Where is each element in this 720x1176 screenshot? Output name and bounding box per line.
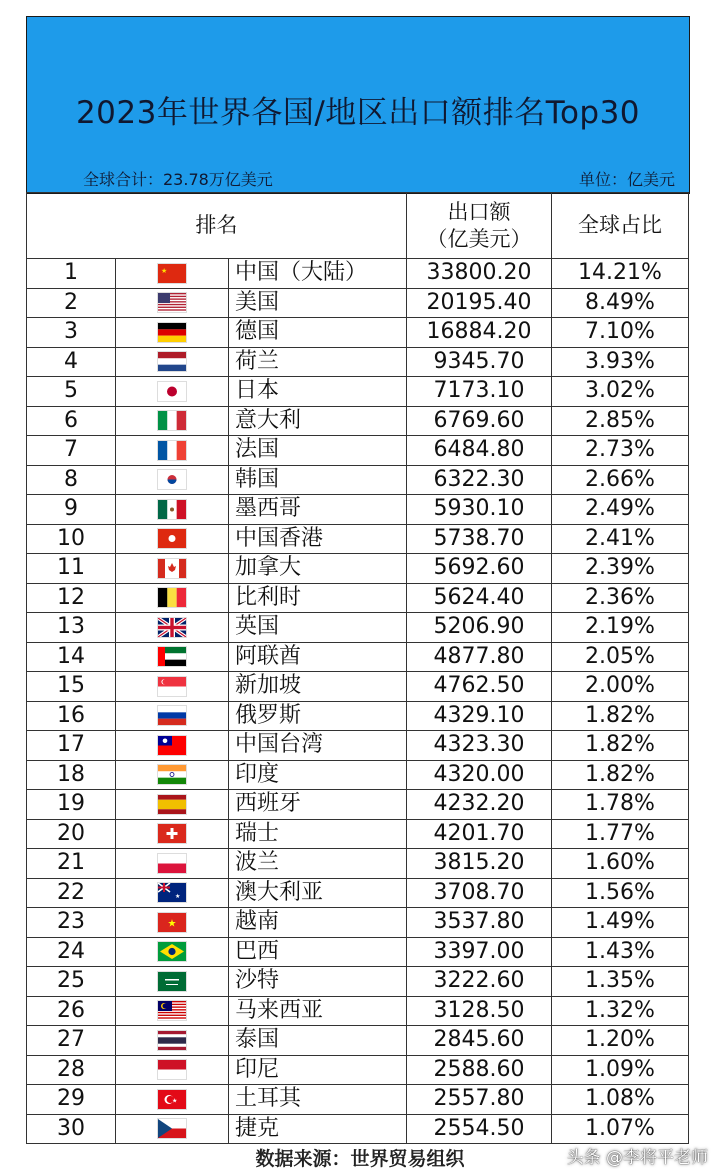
country-name: 澳大利亚	[235, 879, 324, 905]
country-name-cell	[229, 908, 407, 938]
country-name-cell	[229, 259, 407, 289]
export-value-cell: 4320.00	[407, 760, 552, 790]
share-value-cell: 2.19%	[552, 613, 689, 643]
country-name-cell	[229, 1055, 407, 1085]
rank-cell: 21	[27, 849, 116, 879]
table-row	[27, 583, 689, 613]
thailand-flag-icon	[157, 1030, 187, 1051]
flag-cell	[116, 1085, 229, 1115]
flag-cell	[116, 1114, 229, 1144]
country-name-cell	[229, 613, 407, 643]
rank-cell: 18	[27, 760, 116, 790]
saudi-arabia-flag-icon	[157, 971, 187, 992]
country-name-cell	[229, 996, 407, 1026]
export-value-cell: 5206.90	[407, 613, 552, 643]
country-name: 中国台湾	[235, 732, 324, 758]
share-value-cell: 2.39%	[552, 554, 689, 584]
country-name-cell	[229, 406, 407, 436]
uk-flag-icon	[157, 617, 187, 638]
switzerland-flag-icon	[157, 823, 187, 844]
export-value-cell: 6484.80	[407, 436, 552, 466]
table-row	[27, 436, 689, 466]
country-name-cell	[229, 790, 407, 820]
country-name: 马来西亚	[235, 997, 324, 1023]
flag-cell	[116, 642, 229, 672]
rank-cell: 26	[27, 996, 116, 1026]
japan-flag-icon	[157, 381, 187, 402]
rank-cell: 28	[27, 1055, 116, 1085]
share-value-cell: 3.93%	[552, 347, 689, 377]
rank-cell: 9	[27, 495, 116, 525]
flag-cell	[116, 406, 229, 436]
table-row	[27, 790, 689, 820]
indonesia-flag-icon	[157, 1059, 187, 1080]
flag-cell	[116, 908, 229, 938]
global-total-label: 全球合计：23.78万亿美元	[83, 170, 273, 189]
country-name-cell	[229, 436, 407, 466]
share-value-cell: 2.85%	[552, 406, 689, 436]
rank-cell: 23	[27, 908, 116, 938]
export-value-cell: 3222.60	[407, 967, 552, 997]
table-row	[27, 908, 689, 938]
table-row	[27, 819, 689, 849]
share-value-cell: 1.77%	[552, 819, 689, 849]
export-value-cell: 5692.60	[407, 554, 552, 584]
country-name-cell	[229, 1114, 407, 1144]
svg-text:★: ★	[172, 1097, 178, 1105]
share-value-cell: 7.10%	[552, 318, 689, 348]
country-name-cell	[229, 819, 407, 849]
country-name: 比利时	[235, 584, 302, 610]
table-row	[27, 318, 689, 348]
country-name: 印度	[235, 761, 280, 787]
country-name-cell	[229, 1026, 407, 1056]
export-value-cell: 4877.80	[407, 642, 552, 672]
country-name: 荷兰	[235, 348, 280, 374]
export-value-cell: 3537.80	[407, 908, 552, 938]
rank-cell: 4	[27, 347, 116, 377]
country-name-cell	[229, 495, 407, 525]
canada-flag-icon	[157, 558, 187, 579]
rank-cell: 14	[27, 642, 116, 672]
flag-cell	[116, 1026, 229, 1056]
svg-text:★: ★	[161, 266, 168, 275]
india-flag-icon	[157, 764, 187, 785]
country-name-cell	[229, 878, 407, 908]
rank-cell: 10	[27, 524, 116, 554]
country-name-cell	[229, 465, 407, 495]
mexico-flag-icon	[157, 499, 187, 520]
column-header-share: 全球占比	[552, 193, 689, 259]
country-name-cell	[229, 288, 407, 318]
country-name: 捷克	[235, 1115, 280, 1141]
export-value-cell: 5930.10	[407, 495, 552, 525]
uae-flag-icon	[157, 646, 187, 667]
country-name-cell	[229, 642, 407, 672]
table-row	[27, 1026, 689, 1056]
country-name: 墨西哥	[235, 496, 302, 522]
share-value-cell: 2.05%	[552, 642, 689, 672]
table-row	[27, 996, 689, 1026]
column-header-rank: 排名	[27, 193, 407, 259]
country-name-cell	[229, 377, 407, 407]
flag-cell	[116, 495, 229, 525]
country-name: 波兰	[235, 850, 280, 876]
country-name: 日本	[235, 378, 280, 404]
share-value-cell: 1.08%	[552, 1085, 689, 1115]
table-row	[27, 465, 689, 495]
share-value-cell: 1.78%	[552, 790, 689, 820]
table-row	[27, 967, 689, 997]
hong-kong-flag-icon	[157, 528, 187, 549]
watermark: 头条 @李将平老师	[566, 1148, 708, 1168]
australia-flag-icon	[157, 882, 187, 903]
table-row	[27, 406, 689, 436]
germany-flag-icon	[157, 322, 187, 343]
rank-cell: 19	[27, 790, 116, 820]
country-name: 加拿大	[235, 555, 302, 581]
export-value-cell: 9345.70	[407, 347, 552, 377]
flag-cell	[116, 731, 229, 761]
table-body	[27, 259, 689, 1144]
share-value-cell: 2.36%	[552, 583, 689, 613]
rank-cell: 11	[27, 554, 116, 584]
rank-cell: 29	[27, 1085, 116, 1115]
country-name: 韩国	[235, 466, 280, 492]
rank-cell: 8	[27, 465, 116, 495]
table-row	[27, 672, 689, 702]
country-name-cell	[229, 937, 407, 967]
flag-cell	[116, 790, 229, 820]
country-name-cell	[229, 672, 407, 702]
brazil-flag-icon	[157, 941, 187, 962]
export-value-cell: 6769.60	[407, 406, 552, 436]
table-row	[27, 288, 689, 318]
export-value-cell: 2845.60	[407, 1026, 552, 1056]
export-value-cell: 2588.60	[407, 1055, 552, 1085]
country-name: 阿联酋	[235, 643, 302, 669]
rank-cell: 13	[27, 613, 116, 643]
rank-cell: 17	[27, 731, 116, 761]
country-name-cell	[229, 347, 407, 377]
country-name: 印尼	[235, 1056, 280, 1082]
russia-flag-icon	[157, 705, 187, 726]
flag-cell	[116, 524, 229, 554]
rank-cell: 15	[27, 672, 116, 702]
table-row	[27, 642, 689, 672]
spain-flag-icon	[157, 794, 187, 815]
export-value-cell: 3397.00	[407, 937, 552, 967]
flag-cell	[116, 967, 229, 997]
flag-cell	[116, 288, 229, 318]
export-value-cell: 5738.70	[407, 524, 552, 554]
country-name: 德国	[235, 319, 280, 345]
table-header-row	[27, 193, 689, 259]
rank-cell: 30	[27, 1114, 116, 1144]
share-value-cell: 2.00%	[552, 672, 689, 702]
table-row	[27, 613, 689, 643]
rank-cell: 27	[27, 1026, 116, 1056]
share-value-cell: 1.49%	[552, 908, 689, 938]
country-name-cell	[229, 1085, 407, 1115]
share-value-cell: 1.82%	[552, 731, 689, 761]
flag-cell	[116, 347, 229, 377]
rank-cell: 22	[27, 878, 116, 908]
table-row	[27, 554, 689, 584]
export-value-cell: 4329.10	[407, 701, 552, 731]
export-value-cell: 3708.70	[407, 878, 552, 908]
unit-label: 单位：亿美元	[578, 170, 675, 189]
share-value-cell: 2.73%	[552, 436, 689, 466]
column-header-export-label: 出口额 （亿美元）	[426, 200, 532, 251]
poland-flag-icon	[157, 853, 187, 874]
country-name: 西班牙	[235, 791, 302, 817]
table-row	[27, 1055, 689, 1085]
country-name: 巴西	[235, 938, 280, 964]
country-name-cell	[229, 554, 407, 584]
country-name: 中国（大陆）	[235, 260, 368, 286]
export-value-cell: 16884.20	[407, 318, 552, 348]
flag-cell	[116, 1055, 229, 1085]
flag-cell	[116, 465, 229, 495]
flag-cell	[116, 937, 229, 967]
table-row	[27, 760, 689, 790]
flag-cell	[116, 613, 229, 643]
share-value-cell: 1.60%	[552, 849, 689, 879]
country-name: 美国	[235, 289, 280, 315]
export-value-cell: 2557.80	[407, 1085, 552, 1115]
rank-cell: 25	[27, 967, 116, 997]
country-name: 瑞士	[235, 820, 280, 846]
south-korea-flag-icon	[157, 469, 187, 490]
export-value-cell: 5624.40	[407, 583, 552, 613]
country-name: 中国香港	[235, 525, 324, 551]
belgium-flag-icon	[157, 587, 187, 608]
table-row	[27, 495, 689, 525]
table-row	[27, 1085, 689, 1115]
table-row	[27, 377, 689, 407]
share-value-cell: 1.20%	[552, 1026, 689, 1056]
export-value-cell: 6322.30	[407, 465, 552, 495]
rank-cell: 24	[27, 937, 116, 967]
share-value-cell: 3.02%	[552, 377, 689, 407]
share-value-cell: 2.66%	[552, 465, 689, 495]
country-name: 越南	[235, 909, 280, 935]
rank-cell: 5	[27, 377, 116, 407]
country-name: 意大利	[235, 407, 302, 433]
share-value-cell: 14.21%	[552, 259, 689, 289]
country-name: 泰国	[235, 1027, 280, 1053]
singapore-flag-icon	[157, 676, 187, 697]
table-row	[27, 347, 689, 377]
table-row	[27, 524, 689, 554]
page-title: 2023年世界各国/地区出口额排名Top30	[75, 95, 641, 131]
country-name: 英国	[235, 614, 280, 640]
flag-cell	[116, 760, 229, 790]
rank-cell: 3	[27, 318, 116, 348]
rank-cell: 20	[27, 819, 116, 849]
share-value-cell: 1.43%	[552, 937, 689, 967]
country-name: 俄罗斯	[235, 702, 302, 728]
vietnam-flag-icon	[157, 912, 187, 933]
svg-text:★: ★	[175, 893, 181, 901]
flag-cell	[116, 701, 229, 731]
share-value-cell: 2.41%	[552, 524, 689, 554]
country-name-cell	[229, 583, 407, 613]
country-name-cell	[229, 760, 407, 790]
netherlands-flag-icon	[157, 351, 187, 372]
france-flag-icon	[157, 440, 187, 461]
svg-text:★: ★	[167, 918, 177, 930]
header-banner	[26, 16, 690, 194]
rank-cell: 16	[27, 701, 116, 731]
share-value-cell: 8.49%	[552, 288, 689, 318]
table-row	[27, 1114, 689, 1144]
turkey-flag-icon	[157, 1089, 187, 1110]
country-name-cell	[229, 318, 407, 348]
rank-cell: 7	[27, 436, 116, 466]
italy-flag-icon	[157, 410, 187, 431]
export-value-cell: 4323.30	[407, 731, 552, 761]
table-row	[27, 731, 689, 761]
share-value-cell: 1.09%	[552, 1055, 689, 1085]
country-name-cell	[229, 524, 407, 554]
export-value-cell: 3815.20	[407, 849, 552, 879]
share-value-cell: 2.49%	[552, 495, 689, 525]
country-name-cell	[229, 967, 407, 997]
export-value-cell: 7173.10	[407, 377, 552, 407]
export-value-cell: 3128.50	[407, 996, 552, 1026]
column-header-export	[407, 193, 552, 259]
share-value-cell: 1.32%	[552, 996, 689, 1026]
czech-flag-icon	[157, 1118, 187, 1139]
flag-cell	[116, 672, 229, 702]
flag-cell	[116, 849, 229, 879]
rank-cell: 1	[27, 259, 116, 289]
export-value-cell: 33800.20	[407, 259, 552, 289]
table-row	[27, 701, 689, 731]
country-name: 新加坡	[235, 673, 302, 699]
data-source-note: 数据来源：世界贸易组织	[255, 1148, 465, 1170]
export-value-cell: 2554.50	[407, 1114, 552, 1144]
country-name: 法国	[235, 437, 280, 463]
export-value-cell: 4201.70	[407, 819, 552, 849]
rank-cell: 12	[27, 583, 116, 613]
share-value-cell: 1.07%	[552, 1114, 689, 1144]
rank-cell: 6	[27, 406, 116, 436]
table-row	[27, 878, 689, 908]
malaysia-flag-icon	[157, 1000, 187, 1021]
flag-cell	[116, 819, 229, 849]
flag-cell	[116, 259, 229, 289]
country-name-cell	[229, 731, 407, 761]
flag-cell	[116, 583, 229, 613]
share-value-cell: 1.35%	[552, 967, 689, 997]
flag-cell	[116, 996, 229, 1026]
table-row	[27, 259, 689, 289]
country-name: 土耳其	[235, 1086, 302, 1112]
export-value-cell: 4232.20	[407, 790, 552, 820]
country-name-cell	[229, 849, 407, 879]
flag-cell	[116, 436, 229, 466]
export-value-cell: 4762.50	[407, 672, 552, 702]
export-value-cell: 20195.40	[407, 288, 552, 318]
export-ranking-table	[26, 192, 689, 1144]
share-value-cell: 1.82%	[552, 701, 689, 731]
rank-cell: 2	[27, 288, 116, 318]
share-value-cell: 1.82%	[552, 760, 689, 790]
flag-cell	[116, 554, 229, 584]
flag-cell	[116, 318, 229, 348]
usa-flag-icon	[157, 292, 187, 313]
country-name-cell	[229, 701, 407, 731]
flag-cell	[116, 377, 229, 407]
china-flag-icon	[157, 263, 187, 284]
flag-cell	[116, 878, 229, 908]
table-row	[27, 849, 689, 879]
share-value-cell: 1.56%	[552, 878, 689, 908]
country-name: 沙特	[235, 968, 280, 994]
table-row	[27, 937, 689, 967]
taiwan-flag-icon	[157, 735, 187, 756]
